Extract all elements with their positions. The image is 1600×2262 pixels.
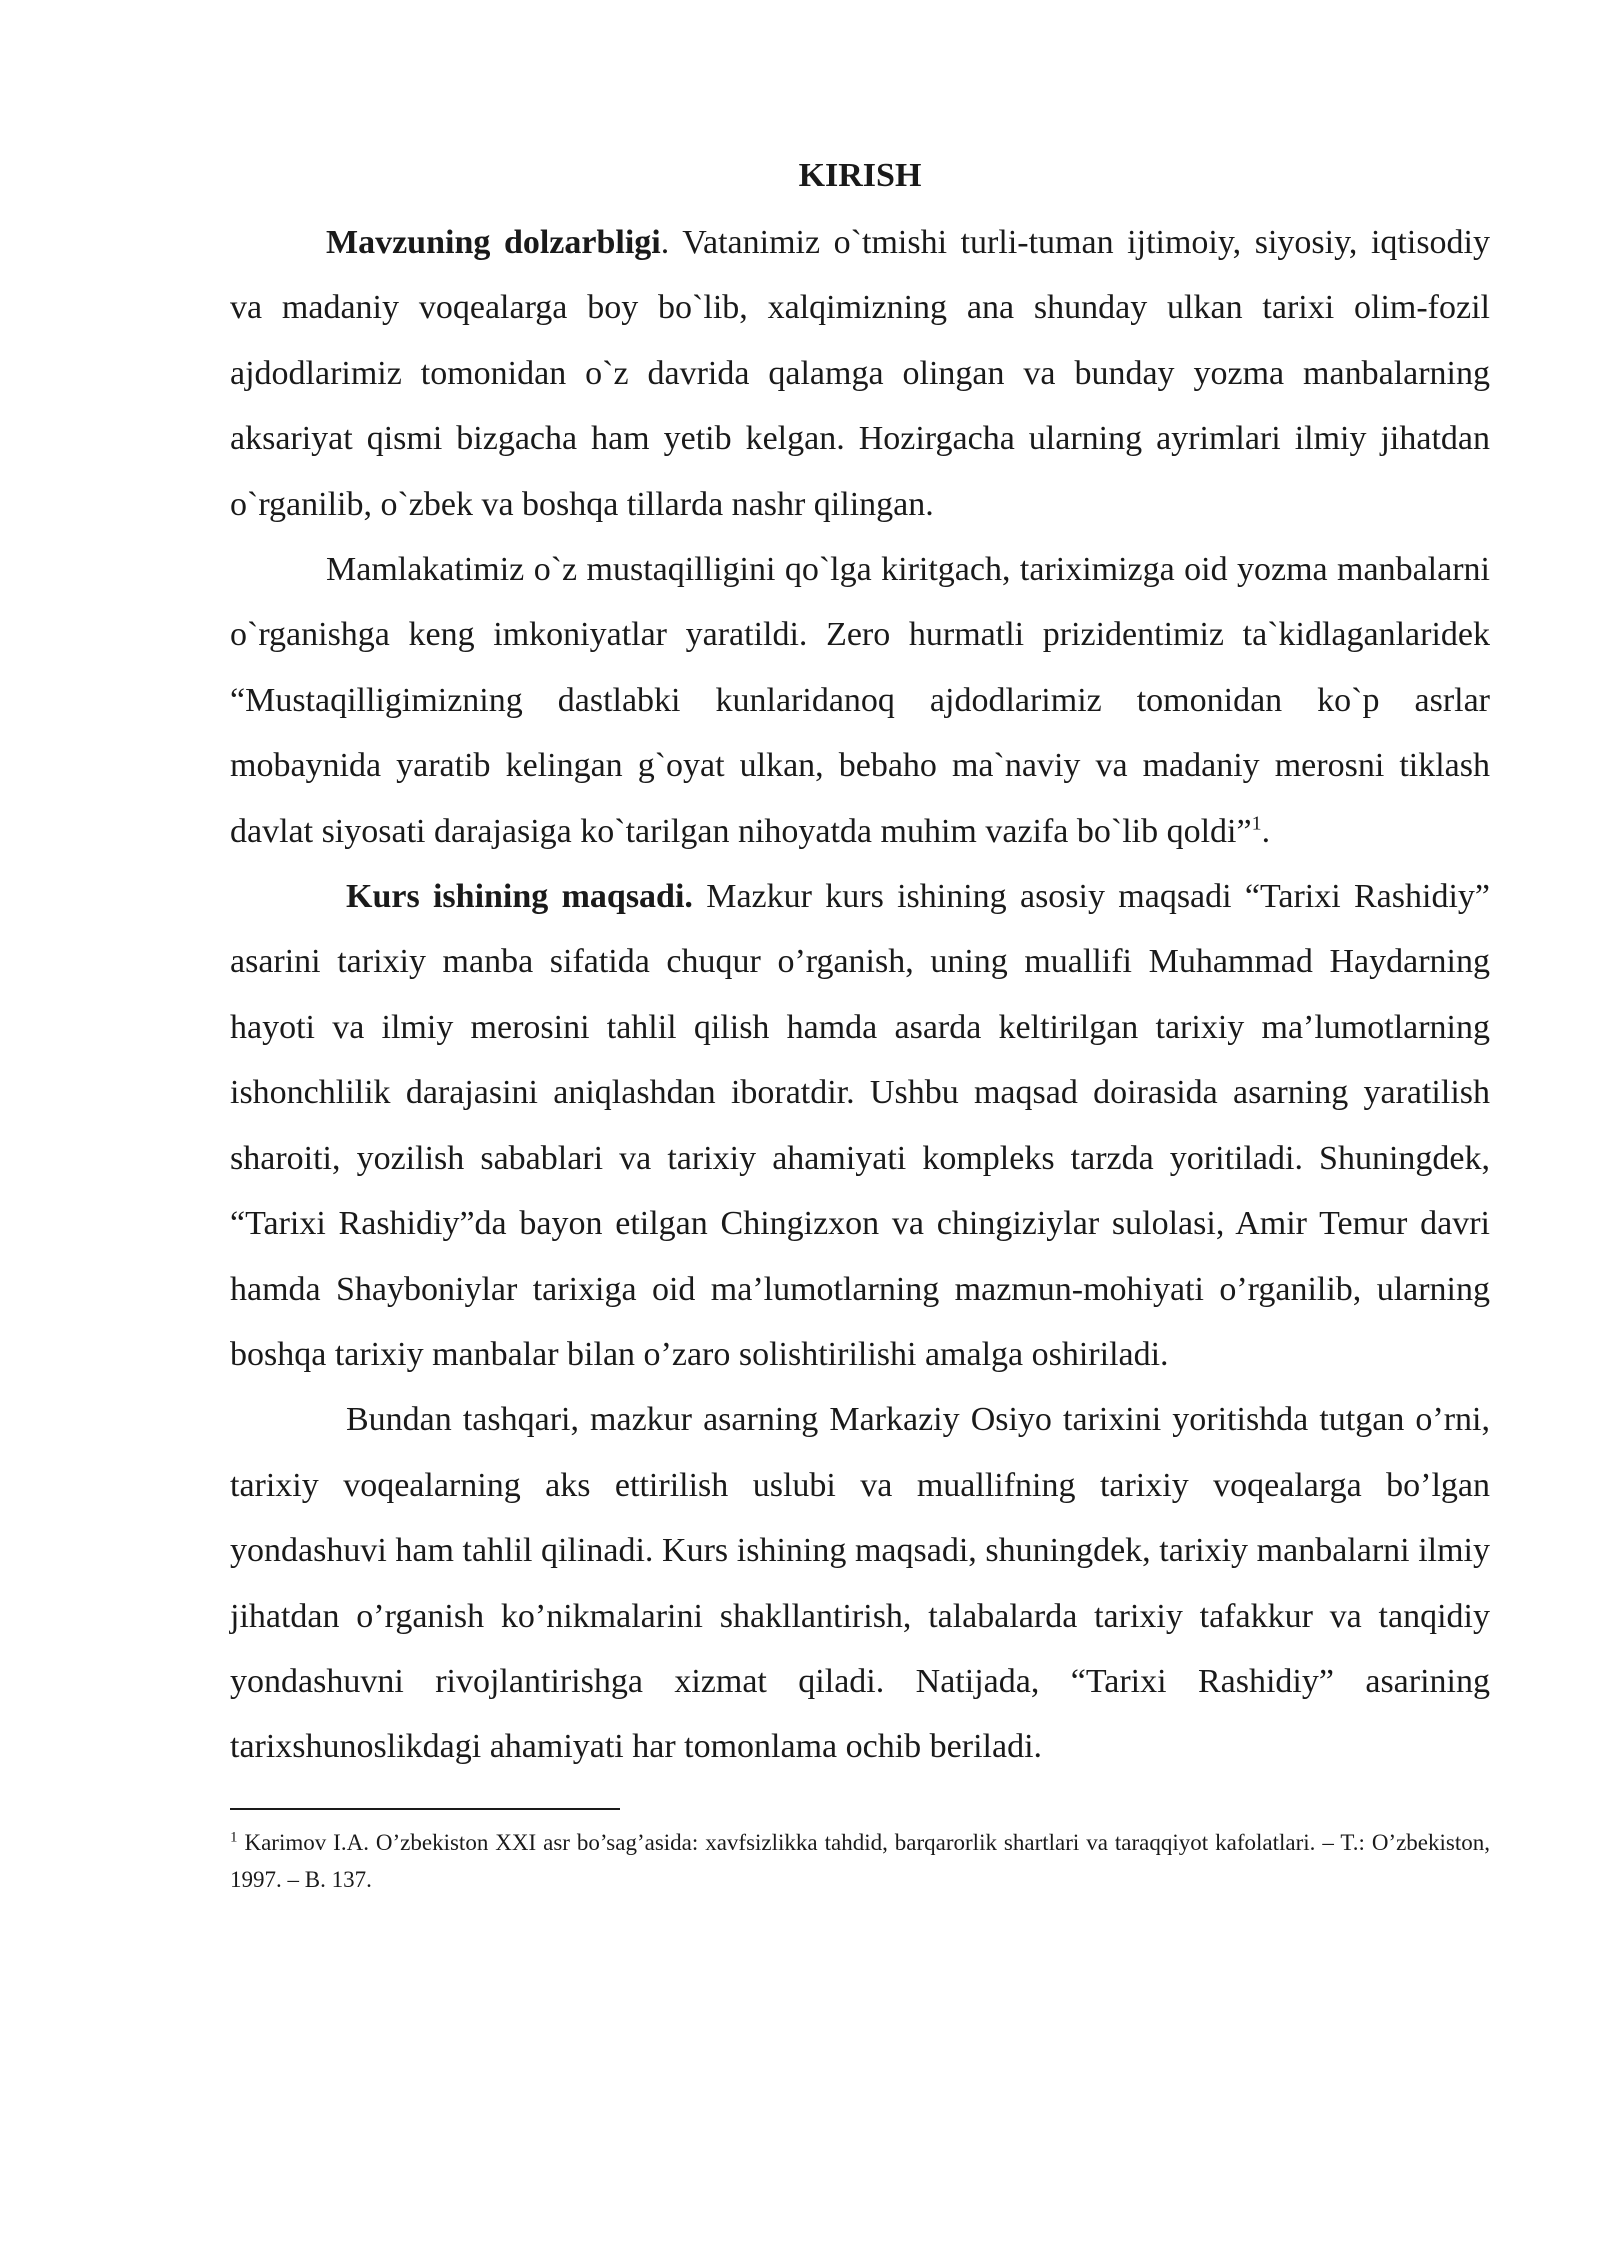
footnote-reference[interactable]: 1 <box>1251 812 1262 835</box>
goal-text: Mazkur kurs ishining asosiy maqsadi “Tarixi Rashidiy” asarini tarixiy manba sifatida chuqur o’rganish, uning muallifi Muhammad Haydarning hayoti va ilmiy merosini tahlil qilish hamda asarda keltirilgan tarixiy ma’lumotlarning ishonchlilik darajasini aniqlashdan iboratdir. Ushbu maqsad doirasida asarning yaratilish sharoiti, yozilish sabablari va tarixiy ahamiyati kompleks tarzda yoritiladi. Shuningdek, “Tarixi Rashidiy”da bayon etilgan Chingizxon va chingiziylar sulolasi, Amir Temur davri hamda Shayboniylar tarixiga oid ma’lumotlarning mazmun-mohiyati o’rganilib, ularning boshqa tarixiy manbalar bilan o’zaro solishtirilishi amalga oshiriladi. <box>230 878 1490 1373</box>
footnote-separator <box>230 1808 620 1810</box>
additional-text: Bundan tashqari, mazkur asarning Markaziy Osiyo tarixini yoritishda tutgan o’rni, tarixiy voqealarning aks ettirilish uslubi va muallifning tarixiy voqealarga bo’lgan yondashuvi ham tahlil qilinadi. Kurs ishining maqsadi, shuningdek, tarixiy manbalarni ilmiy jihatdan o’rganish ko’nikmalarini shakllantirish, talabalarda tarixiy tafakkur va tanqidiy yondashuvni rivojlantirishga xizmat qiladi. Natijada, “Tarixi Rashidiy” asarining tarixshunoslikdagi ahamiyati har tomonlama ochib beriladi. <box>230 1401 1490 1766</box>
independence-text: Mamlakatimiz o`z mustaqilligini qo`lga kiritgach, tariximizga oid yozma manbalarni o`rganishga keng imkoniyatlar yaratildi. Zero hurmatli prizidentimiz ta`kidlaganlaridek “Mustaqilligimizning dastlabki kunlaridanoq ajdodlarimiz tomonidan ko`p asrlar mobaynida yaratib kelingan g`oyat ulkan, bebaho ma`naviy va madaniy merosni tiklash davlat siyosati darajasiga ko`tarilgan nihoyatda muhim vazifa bo`lib qoldi” <box>230 551 1490 850</box>
paragraph-independence <box>230 537 1490 864</box>
footnote <box>230 1824 1490 1898</box>
goal-heading: Kurs ishining maqsadi. <box>346 878 693 916</box>
document-page <box>230 150 1490 1898</box>
footnote-marker: 1 <box>230 1829 238 1846</box>
footnote-text: Karimov I.A. O’zbekiston XXI asr bo’sag’asida: xavfsizlikka tahdid, barqarorlik shartlari va taraqqiyot kafolatlari. – T.: O’zbekiston, 1997. – B. 137. <box>230 1829 1490 1892</box>
paragraph-goal <box>230 864 1490 1387</box>
paragraph-relevance <box>230 210 1490 537</box>
relevance-text: . Vatanimiz o`tmishi turli-tuman ijtimoiy, siyosiy, iqtisodiy va madaniy voqealarga boy bo`lib, xalqimizning ana shunday ulkan tarixi olim-fozil ajdodlarimiz tomonidan o`z davrida qalamga olingan va bunday yozma manbalarning aksariyat qismi bizgacha ham yetib kelgan. Hozirgacha ularning ayrimlari ilmiy jihatdan o`rganilib, o`zbek va boshqa tillarda nashr qilingan. <box>230 224 1491 523</box>
paragraph-additional <box>230 1387 1490 1779</box>
relevance-heading: Mavzuning dolzarbligi <box>326 224 661 261</box>
page-title: KIRISH <box>798 157 922 194</box>
independence-end: . <box>1261 812 1271 850</box>
